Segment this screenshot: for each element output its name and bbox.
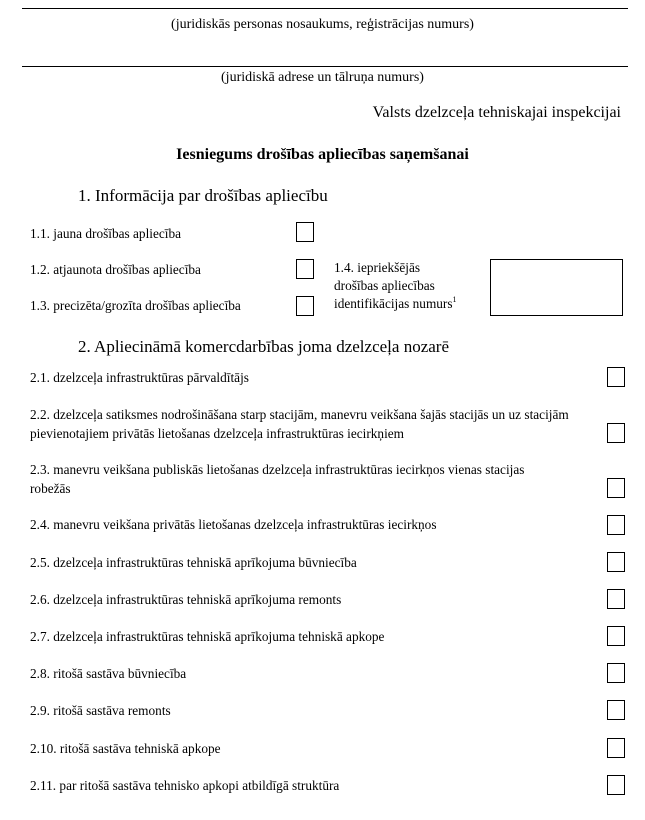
document-title: Iesniegums drošības apliecības saņemšanai	[176, 146, 469, 163]
item-2-5-label: 2.5. dzelzceļa infrastruktūras tehniskā aprīkojuma būvniecība	[30, 555, 357, 570]
item-2-10-label: 2.10. ritošā sastāva tehniskā apkope	[30, 741, 221, 756]
checkbox-1-2[interactable]	[296, 259, 314, 279]
id-label-line-3	[334, 295, 484, 313]
item-1-1-label: 1.1. jauna drošības apliecība	[30, 226, 182, 241]
checkbox-2-9[interactable]	[607, 700, 625, 720]
checkbox-2-6[interactable]	[607, 589, 625, 609]
section-2-heading: 2. Apliecināmā komercdarbības joma dzelzceļa nozarē	[78, 337, 449, 356]
checkbox-2-8[interactable]	[607, 663, 625, 683]
item-1-3-label: 1.3. precizēta/grozīta drošības apliecība	[30, 298, 241, 313]
company-name-line[interactable]	[22, 8, 628, 9]
checkbox-2-11[interactable]	[607, 775, 625, 795]
checkbox-2-5[interactable]	[607, 552, 625, 572]
item-2-4-label: 2.4. manevru veikšana privātās lietošanas dzelzceļa infrastruktūras iecirkņos	[30, 517, 437, 532]
previous-certificate-id-field[interactable]	[490, 259, 623, 316]
item-2-8-label: 2.8. ritošā sastāva būvniecība	[30, 666, 187, 681]
checkbox-2-10[interactable]	[607, 738, 625, 758]
item-2-7-label: 2.7. dzelzceļa infrastruktūras tehniskā aprīkojuma tehniskā apkope	[30, 629, 385, 644]
footnote-marker: 1	[452, 295, 457, 304]
address-caption: (juridiskā adrese un tālruņa numurs)	[221, 70, 424, 85]
item-2-6-label: 2.6. dzelzceļa infrastruktūras tehniskā aprīkojuma remonts	[30, 592, 342, 607]
item-2-2-label: 2.2. dzelzceļa satiksmes nodrošināšana starp stacijām, manevru veikšana šajās stacijās un uz stacijām pievienotajiem privātās lietošanas dzelzceļa infrastruktūras iecirkņiem	[30, 407, 569, 441]
address-line[interactable]	[22, 66, 628, 67]
section-1-heading: 1. Informācija par drošības apliecību	[78, 186, 328, 205]
item-2-11-label: 2.11. par ritošā sastāva tehnisko apkopi atbildīgā struktūra	[30, 778, 340, 793]
checkbox-2-1[interactable]	[607, 367, 625, 387]
checkbox-1-1[interactable]	[296, 222, 314, 242]
checkbox-2-2[interactable]	[607, 423, 625, 443]
checkbox-2-4[interactable]	[607, 515, 625, 535]
item-1-2-label: 1.2. atjaunota drošības apliecība	[30, 262, 201, 277]
id-label-line-2: drošības apliecības	[334, 278, 435, 293]
item-2-1-label: 2.1. dzelzceļa infrastruktūras pārvaldītājs	[30, 370, 249, 385]
checkbox-1-3[interactable]	[296, 296, 314, 316]
checkbox-2-3[interactable]	[607, 478, 625, 498]
id-label-line-3-text: identifikācijas numurs	[334, 296, 453, 311]
recipient: Valsts dzelzceļa tehniskajai inspekcijai	[372, 104, 621, 121]
item-2-9-label: 2.9. ritošā sastāva remonts	[30, 703, 171, 718]
item-2-3-label: 2.3. manevru veikšana publiskās lietošanas dzelzceļa infrastruktūras iecirkņos vienas stacijas robežās	[30, 462, 525, 496]
previous-certificate-id-label	[334, 259, 484, 313]
checkbox-2-7[interactable]	[607, 626, 625, 646]
company-name-caption: (juridiskās personas nosaukums, reģistrācijas numurs)	[171, 17, 474, 32]
id-label-line-1: 1.4. iepriekšējās	[334, 260, 421, 275]
